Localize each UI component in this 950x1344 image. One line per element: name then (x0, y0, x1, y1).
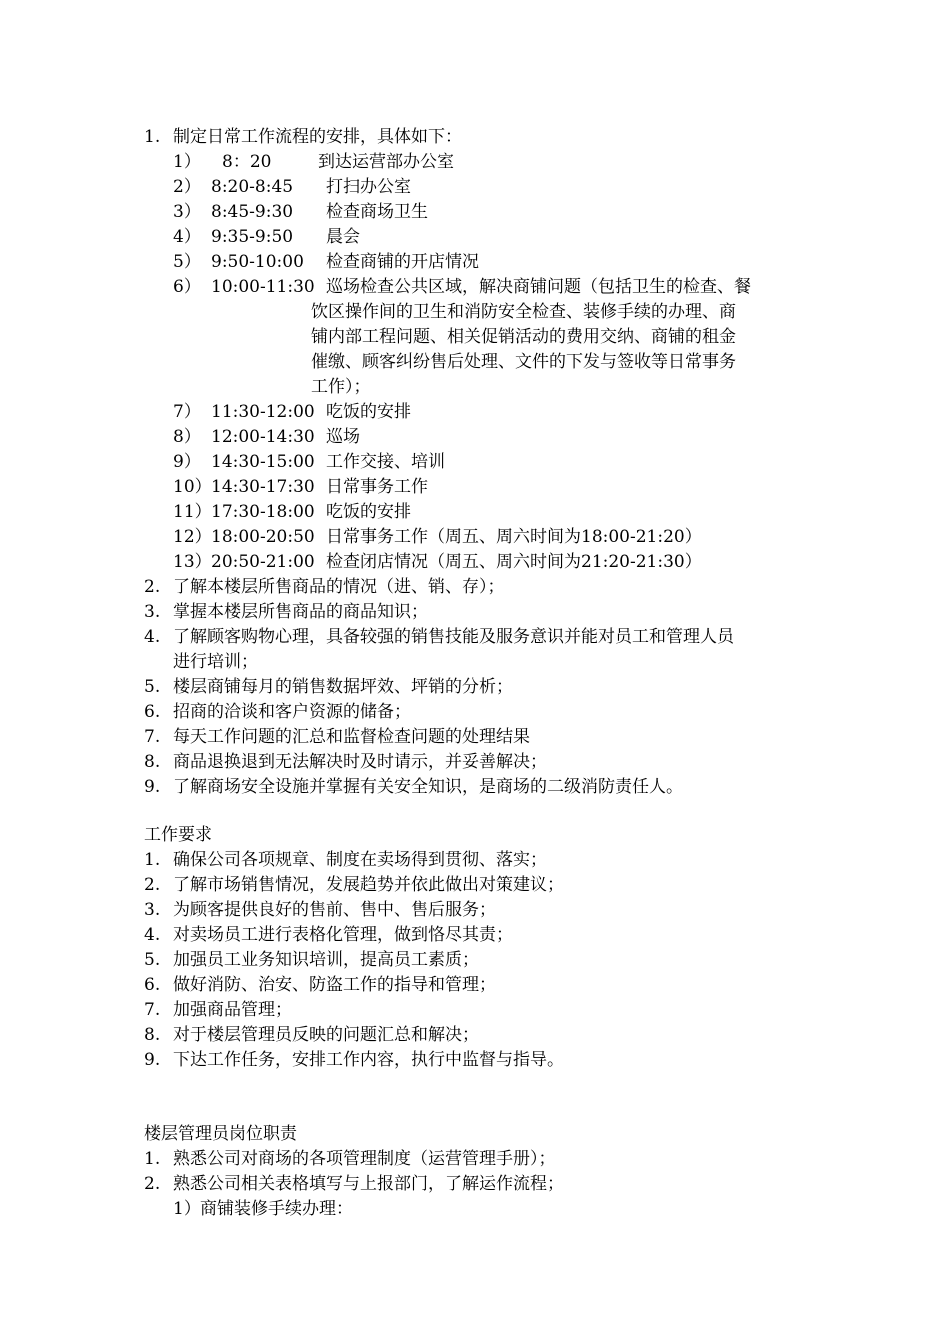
schedule-time: 11:30-12:00 (211, 402, 315, 422)
list-number: 1. (144, 127, 161, 147)
list-item-text: 招商的洽谈和客户资源的储备； (173, 702, 411, 722)
schedule-time: 9:35-9:50 (211, 227, 294, 247)
list-number: 5. (144, 950, 161, 970)
list-number: 6. (144, 702, 161, 722)
list-item-text: 加强商品管理； (173, 1000, 292, 1020)
sub-list-number: 1） (173, 1199, 201, 1219)
list-item-text: 商品退换退到无法解决时及时请示，并妥善解决； (173, 752, 547, 772)
schedule-number: 11） (173, 502, 212, 522)
schedule-task-line: 工作）； (311, 377, 371, 397)
list-item-text: 对卖场员工进行表格化管理，做到恪尽其责； (173, 925, 513, 945)
list-number: 2. (144, 577, 161, 597)
schedule-number: 12） (173, 527, 212, 547)
list-item-text: 加强员工业务知识培训，提高员工素质； (173, 950, 479, 970)
schedule-time: 8：20 (222, 152, 272, 172)
schedule-time: 10:00-11:30 (211, 277, 315, 297)
schedule-task: 日常事务工作 (326, 477, 428, 497)
schedule-task: 检查商铺的开店情况 (326, 252, 479, 272)
schedule-task: 打扫办公室 (326, 177, 411, 197)
list-item-text: 为顾客提供良好的售前、售中、售后服务； (173, 900, 496, 920)
list-number: 2. (144, 1174, 161, 1194)
section-heading: 楼层管理员岗位职责 (144, 1124, 297, 1144)
list-number: 4. (144, 627, 161, 647)
schedule-number: 9） (173, 452, 201, 472)
schedule-number: 8） (173, 427, 201, 447)
list-item-text: 对于楼层管理员反映的问题汇总和解决； (173, 1025, 479, 1045)
list-item-text: 制定日常工作流程的安排，具体如下： (173, 127, 462, 147)
schedule-task: 工作交接、培训 (326, 452, 445, 472)
schedule-number: 3） (173, 202, 201, 222)
schedule-time: 12:00-14:30 (211, 427, 315, 447)
schedule-task-line: 铺内部工程问题、相关促销活动的费用交纳、商铺的租金 (311, 327, 736, 347)
schedule-number: 4） (173, 227, 201, 247)
schedule-time: 8:20-8:45 (211, 177, 294, 197)
list-number: 9. (144, 777, 161, 797)
schedule-time: 14:30-15:00 (211, 452, 315, 472)
list-number: 9. (144, 1050, 161, 1070)
list-number: 8. (144, 1025, 161, 1045)
list-number: 3. (144, 602, 161, 622)
list-number: 4. (144, 925, 161, 945)
list-item-text: 了解商场安全设施并掌握有关安全知识，是商场的二级消防责任人。 (173, 777, 683, 797)
section-heading: 工作要求 (144, 825, 212, 845)
list-item-text: 楼层商铺每月的销售数据坪效、坪销的分析； (173, 677, 513, 697)
list-item-text: 进行培训； (173, 652, 258, 672)
schedule-task-line: 饮区操作间的卫生和消防安全检查、装修手续的办理、商 (311, 302, 736, 322)
schedule-number: 10） (173, 477, 212, 497)
list-item-text: 掌握本楼层所售商品的商品知识； (173, 602, 428, 622)
list-number: 3. (144, 900, 161, 920)
sub-list-text: 商铺装修手续办理： (200, 1199, 353, 1219)
list-item-text: 了解市场销售情况，发展趋势并依此做出对策建议； (173, 875, 564, 895)
schedule-task: 吃饭的安排 (326, 502, 411, 522)
list-item-text: 下达工作任务，安排工作内容，执行中监督与指导。 (173, 1050, 564, 1070)
list-number: 1. (144, 1149, 161, 1169)
schedule-task: 吃饭的安排 (326, 402, 411, 422)
schedule-time: 20:50-21:00 (211, 552, 315, 572)
schedule-time: 8:45-9:30 (211, 202, 294, 222)
schedule-task: 检查闭店情况（周五、周六时间为21:20-21:30） (326, 552, 702, 572)
list-number: 5. (144, 677, 161, 697)
schedule-time: 17:30-18:00 (211, 502, 315, 522)
list-number: 6. (144, 975, 161, 995)
schedule-number: 6） (173, 277, 201, 297)
schedule-task: 检查商场卫生 (326, 202, 428, 222)
list-item-text: 熟悉公司对商场的各项管理制度（运营管理手册）； (173, 1149, 556, 1169)
list-number: 7. (144, 1000, 161, 1020)
schedule-task: 巡场 (326, 427, 360, 447)
list-item-text: 了解本楼层所售商品的情况（进、销、存）； (173, 577, 505, 597)
schedule-number: 1） (173, 152, 201, 172)
schedule-time: 18:00-20:50 (211, 527, 315, 547)
schedule-number: 5） (173, 252, 201, 272)
schedule-number: 2） (173, 177, 201, 197)
list-number: 7. (144, 727, 161, 747)
schedule-task-line: 催缴、顾客纠纷售后处理、文件的下发与签收等日常事务 (311, 352, 736, 372)
schedule-time: 14:30-17:30 (211, 477, 315, 497)
list-item-text: 每天工作问题的汇总和监督检查问题的处理结果 (173, 727, 530, 747)
schedule-time: 9:50-10:00 (211, 252, 304, 272)
schedule-task: 日常事务工作（周五、周六时间为18:00-21:20） (326, 527, 702, 547)
schedule-task: 晨会 (326, 227, 360, 247)
schedule-number: 13） (173, 552, 212, 572)
schedule-number: 7） (173, 402, 201, 422)
schedule-task-line: 巡场检查公共区域，解决商铺问题（包括卫生的检查、餐 (326, 277, 751, 297)
list-item-text: 了解顾客购物心理，具备较强的销售技能及服务意识并能对员工和管理人员 (173, 627, 734, 647)
list-number: 2. (144, 875, 161, 895)
list-item-text: 做好消防、治安、防盗工作的指导和管理； (173, 975, 496, 995)
list-number: 1. (144, 850, 161, 870)
list-number: 8. (144, 752, 161, 772)
list-item-text: 确保公司各项规章、制度在卖场得到贯彻、落实； (173, 850, 547, 870)
list-item-text: 熟悉公司相关表格填写与上报部门，了解运作流程； (173, 1174, 564, 1194)
schedule-task: 到达运营部办公室 (318, 152, 454, 172)
